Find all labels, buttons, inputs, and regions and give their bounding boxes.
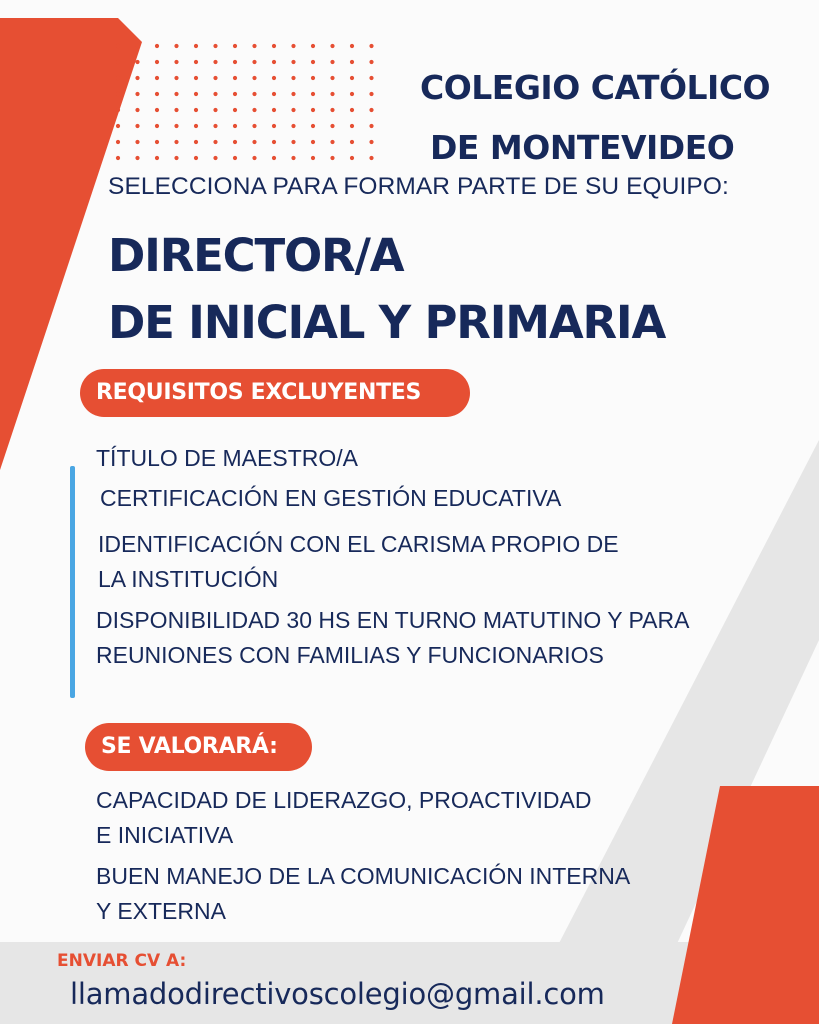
dot	[174, 76, 178, 80]
dot	[330, 124, 334, 128]
requirement-line: CERTIFICACIÓN EN GESTIÓN EDUCATIVA	[100, 485, 562, 511]
dot	[369, 76, 373, 80]
dot	[330, 60, 334, 64]
dot	[194, 44, 198, 48]
requirements-accent-bar	[70, 466, 75, 698]
dot	[116, 140, 120, 144]
requirement-line: IDENTIFICACIÓN CON EL CARISMA PROPIO DE	[98, 531, 619, 557]
dot	[174, 92, 178, 96]
dot	[330, 44, 334, 48]
dot	[194, 108, 198, 112]
dot	[233, 76, 237, 80]
dot	[311, 44, 315, 48]
dot	[194, 156, 198, 160]
dot	[291, 76, 295, 80]
position-title-line-2: DE INICIAL Y PRIMARIA	[108, 296, 666, 349]
dot	[330, 92, 334, 96]
dot	[135, 92, 139, 96]
dot	[174, 140, 178, 144]
dot	[233, 44, 237, 48]
dot	[155, 76, 159, 80]
valued-line: CAPACIDAD DE LIDERAZGO, PROACTIVIDAD	[96, 787, 592, 813]
school-name-line-1: COLEGIO CATÓLICO	[420, 68, 771, 107]
requirement-line: REUNIONES CON FAMILIAS Y FUNCIONARIOS	[96, 642, 604, 668]
dot	[252, 60, 256, 64]
requirement-item	[96, 441, 358, 476]
requirements-heading: REQUISITOS EXCLUYENTES	[80, 369, 470, 417]
requirement-item	[96, 603, 689, 673]
dot	[116, 156, 120, 160]
dot	[272, 44, 276, 48]
dot	[155, 92, 159, 96]
dot	[291, 108, 295, 112]
requirement-line: LA INSTITUCIÓN	[98, 566, 279, 592]
dot	[272, 92, 276, 96]
dot	[330, 76, 334, 80]
dot	[311, 108, 315, 112]
valued-line: E INICIATIVA	[96, 822, 234, 848]
dot	[116, 44, 120, 48]
dot	[233, 60, 237, 64]
dot	[194, 92, 198, 96]
dot	[213, 92, 217, 96]
dot	[174, 124, 178, 128]
dot	[291, 124, 295, 128]
valued-item	[96, 783, 591, 853]
dot	[350, 108, 354, 112]
dot	[252, 92, 256, 96]
dot	[116, 60, 120, 64]
dot	[272, 60, 276, 64]
requirement-item	[100, 481, 561, 516]
dot	[135, 156, 139, 160]
dot	[135, 140, 139, 144]
dot	[252, 124, 256, 128]
dot	[233, 140, 237, 144]
requirement-line: DISPONIBILIDAD 30 HS EN TURNO MATUTINO Y PARA	[96, 607, 690, 633]
valued-item	[96, 859, 630, 929]
dot	[135, 124, 139, 128]
dot	[155, 60, 159, 64]
dot	[291, 44, 295, 48]
valued-line: BUEN MANEJO DE LA COMUNICACIÓN INTERNA	[96, 863, 631, 889]
dot	[135, 76, 139, 80]
dot	[311, 124, 315, 128]
dot	[272, 76, 276, 80]
valued-heading: SE VALORARÁ:	[85, 723, 312, 771]
dot	[174, 60, 178, 64]
dot	[194, 60, 198, 64]
dot	[213, 76, 217, 80]
dot	[369, 124, 373, 128]
dot	[330, 140, 334, 144]
dot	[350, 60, 354, 64]
dot	[252, 44, 256, 48]
dot	[311, 60, 315, 64]
dot	[350, 44, 354, 48]
dot	[272, 156, 276, 160]
dot	[155, 124, 159, 128]
dot	[369, 108, 373, 112]
dot	[369, 156, 373, 160]
dot	[213, 156, 217, 160]
dot	[213, 44, 217, 48]
dot	[330, 108, 334, 112]
dot	[233, 156, 237, 160]
dot	[135, 44, 139, 48]
dot	[272, 108, 276, 112]
dot	[350, 156, 354, 160]
dot	[330, 156, 334, 160]
dot	[272, 140, 276, 144]
dot	[174, 108, 178, 112]
dot	[350, 140, 354, 144]
dot	[135, 108, 139, 112]
dot	[116, 108, 120, 112]
school-name-line-2: DE MONTEVIDEO	[430, 128, 735, 167]
dot	[155, 108, 159, 112]
dot	[350, 92, 354, 96]
position-title-line-1: DIRECTOR/A	[108, 229, 404, 282]
dot	[272, 124, 276, 128]
dot	[311, 140, 315, 144]
dot	[174, 156, 178, 160]
dot	[194, 76, 198, 80]
dot	[194, 124, 198, 128]
dot	[311, 92, 315, 96]
school-name	[420, 58, 810, 178]
dot	[252, 108, 256, 112]
dot	[350, 124, 354, 128]
dot	[291, 140, 295, 144]
dot	[116, 76, 120, 80]
dot	[311, 156, 315, 160]
dot	[233, 92, 237, 96]
valued-line: Y EXTERNA	[96, 898, 226, 924]
dot	[311, 76, 315, 80]
dot-pattern	[116, 44, 374, 160]
dot	[369, 44, 373, 48]
dot	[233, 124, 237, 128]
dot	[252, 76, 256, 80]
dot	[252, 140, 256, 144]
dot	[116, 124, 120, 128]
dot	[155, 140, 159, 144]
dot	[135, 60, 139, 64]
dot	[213, 108, 217, 112]
dot	[350, 76, 354, 80]
intro-text: SELECCIONA PARA FORMAR PARTE DE SU EQUIPO:	[108, 173, 729, 200]
dot	[155, 156, 159, 160]
requirement-line: TÍTULO DE MAESTRO/A	[96, 445, 358, 471]
dot	[369, 140, 373, 144]
dot	[291, 92, 295, 96]
dot	[174, 44, 178, 48]
dot	[213, 60, 217, 64]
contact-email[interactable]: llamadodirectivoscolegio@gmail.com	[70, 977, 605, 1011]
dot	[116, 92, 120, 96]
requirement-item	[98, 527, 619, 597]
contact-label: ENVIAR CV A:	[57, 951, 187, 971]
position-title	[108, 222, 665, 356]
dot	[252, 156, 256, 160]
dot	[213, 140, 217, 144]
dot	[369, 92, 373, 96]
dot	[291, 156, 295, 160]
dot	[291, 60, 295, 64]
dot	[155, 44, 159, 48]
dot	[213, 124, 217, 128]
dot	[233, 108, 237, 112]
dot	[369, 60, 373, 64]
dot	[194, 140, 198, 144]
